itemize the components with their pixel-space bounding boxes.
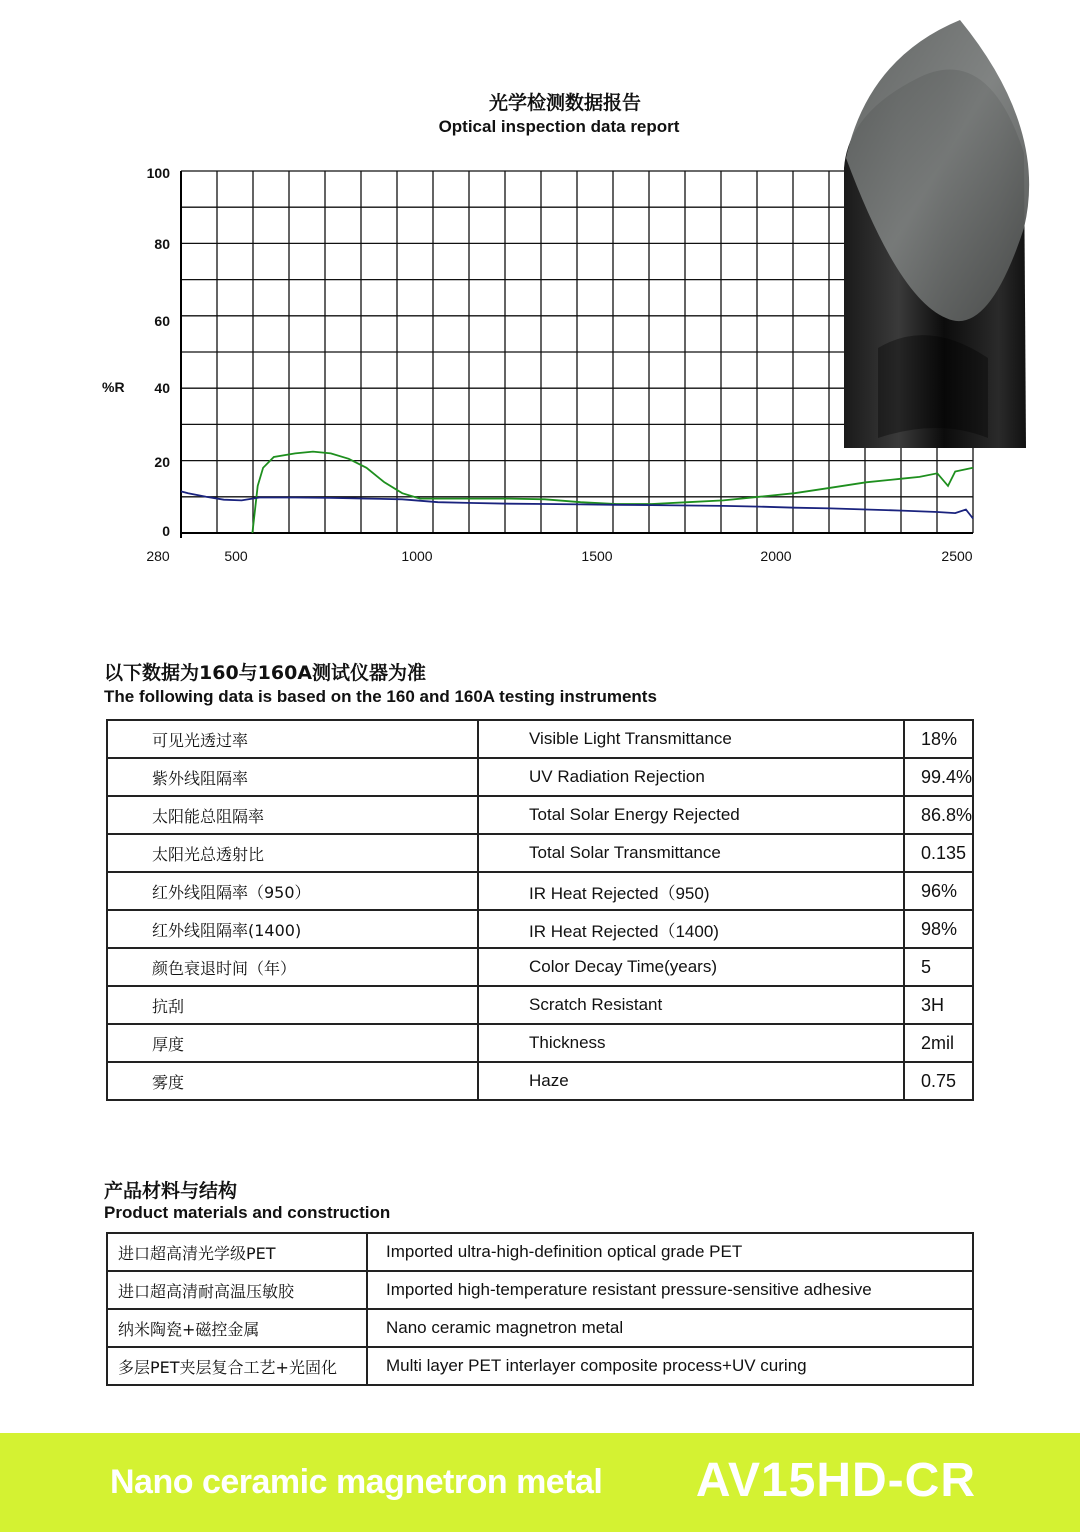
chart-title-cn: 光学检测数据报告 (488, 92, 641, 114)
data-label-en: IR Heat Rejected（950) (478, 872, 904, 910)
material-label-en: Nano ceramic magnetron metal (367, 1309, 973, 1347)
table-row (107, 834, 973, 872)
data-label-en: Color Decay Time(years) (478, 948, 904, 986)
table-row (107, 1062, 973, 1100)
y-tick-label: 80 (154, 236, 170, 252)
table-row (107, 1271, 973, 1309)
x-tick-label: 280 (146, 548, 170, 564)
material-label-cn: 进口超高清光学级PET (107, 1233, 367, 1271)
table-row (107, 1347, 973, 1385)
section2-title-cn: 产品材料与结构 (104, 1180, 238, 1202)
section2-title-en: Product materials and construction (104, 1203, 391, 1222)
data-label-cn: 太阳光总透射比 (107, 834, 478, 872)
table-row (107, 758, 973, 796)
data-label-cn: 紫外线阻隔率 (107, 758, 478, 796)
data-value: 98% (904, 910, 973, 948)
y-axis-label: %R (102, 379, 125, 395)
material-label-en: Imported ultra-high-definition optical grade PET (367, 1233, 973, 1271)
table-row (107, 796, 973, 834)
materials-table (106, 1232, 974, 1386)
material-label-en: Imported high-temperature resistant pressure-sensitive adhesive (367, 1271, 973, 1309)
window-film-roll-image (838, 18, 1038, 454)
data-label-en: Total Solar Energy Rejected (478, 796, 904, 834)
data-label-cn: 厚度 (107, 1024, 478, 1062)
data-value: 2mil (904, 1024, 973, 1062)
data-value: 86.8% (904, 796, 973, 834)
y-tick-label: 60 (154, 313, 170, 329)
data-value: 3H (904, 986, 973, 1024)
data-label-cn: 可见光透过率 (107, 720, 478, 758)
x-tick-label: 1500 (581, 548, 613, 564)
data-value: 96% (904, 872, 973, 910)
chart-title-en: Optical inspection data report (438, 117, 680, 136)
data-label-cn: 太阳能总阻隔率 (107, 796, 478, 834)
material-label-en: Multi layer PET interlayer composite process+UV curing (367, 1347, 973, 1385)
table-row (107, 1024, 973, 1062)
data-value: 18% (904, 720, 973, 758)
material-label-cn: 进口超高清耐高温压敏胶 (107, 1271, 367, 1309)
data-label-en: IR Heat Rejected（1400) (478, 910, 904, 948)
y-tick-label: 40 (154, 380, 170, 396)
data-label-en: Haze (478, 1062, 904, 1100)
x-tick-label: 500 (224, 548, 248, 564)
x-tick-label: 2500 (941, 548, 973, 564)
data-value: 99.4% (904, 758, 973, 796)
data-label-en: Total Solar Transmittance (478, 834, 904, 872)
data-label-en: Scratch Resistant (478, 986, 904, 1024)
data-label-en: Thickness (478, 1024, 904, 1062)
table-row (107, 720, 973, 758)
table-row (107, 872, 973, 910)
x-tick-label: 1000 (401, 548, 433, 564)
y-tick-label: 100 (146, 165, 170, 181)
footer-model-number: AV15HD-CR (695, 1454, 976, 1507)
y-tick-label: 20 (154, 454, 170, 470)
data-label-cn: 雾度 (107, 1062, 478, 1100)
footer-tagline: Nano ceramic magnetron metal (110, 1463, 603, 1501)
x-tick-label: 2000 (760, 548, 792, 564)
table-row (107, 948, 973, 986)
data-label-cn: 颜色衰退时间（年） (107, 948, 478, 986)
performance-data-table (106, 719, 974, 1101)
table-row (107, 1309, 973, 1347)
data-label-cn: 红外线阻隔率（950） (107, 872, 478, 910)
data-label-cn: 抗刮 (107, 986, 478, 1024)
data-label-cn: 红外线阻隔率(1400) (107, 910, 478, 948)
table-row (107, 1233, 973, 1271)
section1-title-en: The following data is based on the 160 and 160A testing instruments (104, 687, 657, 706)
footer-banner (0, 1433, 1080, 1532)
data-value: 0.75 (904, 1062, 973, 1100)
data-label-en: Visible Light Transmittance (478, 720, 904, 758)
data-value: 0.135 (904, 834, 973, 872)
data-value: 5 (904, 948, 973, 986)
y-tick-label: 0 (162, 523, 170, 539)
section1-title-cn: 以下数据为160与160A测试仪器为准 (104, 662, 427, 684)
data-label-en: UV Radiation Rejection (478, 758, 904, 796)
table-row (107, 986, 973, 1024)
material-label-cn: 纳米陶瓷+磁控金属 (107, 1309, 367, 1347)
material-label-cn: 多层PET夹层复合工艺+光固化 (107, 1347, 367, 1385)
table-row (107, 910, 973, 948)
